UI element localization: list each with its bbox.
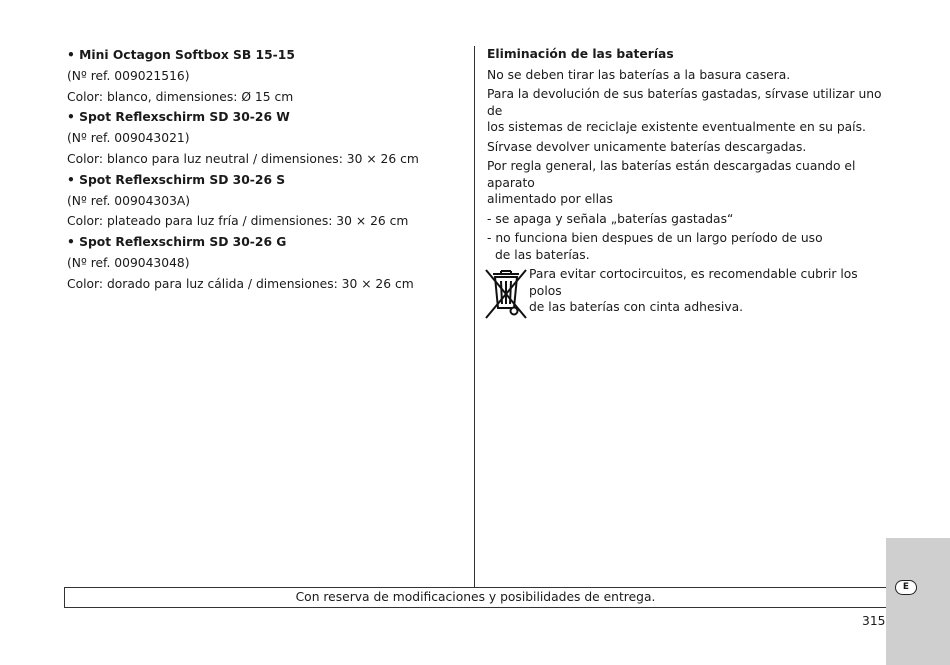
item-ref: (Nº ref. 009043048) xyxy=(67,255,190,270)
paragraph-return-line1: Para la devolución de sus baterías gastadas, sírvase utilizar uno de xyxy=(487,87,882,118)
bullet-item: - no funciona bien despues de un largo período de uso xyxy=(487,231,823,245)
language-tab xyxy=(886,538,950,665)
warning-line1: Para evitar cortocircuitos, es recomendable cubrir los polos xyxy=(529,267,858,298)
item-desc: Color: plateado para luz fría / dimensiones: 30 × 26 cm xyxy=(67,214,409,229)
accessory-list xyxy=(67,45,462,295)
item-title: • Spot Reflexschirm SD 30-26 S xyxy=(67,172,286,187)
item-desc: Color: dorado para luz cálida / dimensiones: 30 × 26 cm xyxy=(67,276,414,291)
warning-line2: de las baterías con cinta adhesiva. xyxy=(529,300,744,314)
item-desc: Color: blanco, dimensiones: Ø 15 cm xyxy=(67,89,294,104)
bullet-item-continued: de las baterías. xyxy=(495,247,590,262)
item-desc: Color: blanco para luz neutral / dimensiones: 30 × 26 cm xyxy=(67,151,419,166)
crossed-out-wheelie-bin-icon xyxy=(483,266,529,322)
page-number: 315 xyxy=(862,614,886,628)
item-ref: (Nº ref. 00904303A) xyxy=(67,193,191,208)
item-title: • Spot Reflexschirm SD 30-26 G xyxy=(67,235,287,250)
paragraph-rule-line1: Por regla general, las baterías están descargadas cuando el aparato xyxy=(487,159,856,190)
item-title: • Spot Reflexschirm SD 30-26 W xyxy=(67,110,290,125)
paragraph-no-household-waste: No se deben tirar las baterías a la basura casera. xyxy=(487,67,791,82)
item-ref: (Nº ref. 009021516) xyxy=(67,68,190,83)
item-ref: (Nº ref. 009043021) xyxy=(67,131,190,146)
short-circuit-warning xyxy=(487,266,887,324)
bullet-item: - se apaga y señala „baterías gastadas“ xyxy=(487,211,734,226)
section-heading: Eliminación de las baterías xyxy=(487,47,674,61)
battery-disposal-section xyxy=(487,46,887,324)
language-badge: E xyxy=(895,580,917,595)
paragraph-discharged: Sírvase devolver unicamente baterías descargadas. xyxy=(487,139,807,154)
footer-note: Con reserva de modificaciones y posibilidades de entrega. xyxy=(64,587,887,608)
item-title: • Mini Octagon Softbox SB 15-15 xyxy=(67,48,295,62)
column-divider xyxy=(474,46,475,587)
paragraph-rule-line2: alimentado por ellas xyxy=(487,192,613,206)
paragraph-return-line2: los sistemas de reciclaje existente eventualmente en su país. xyxy=(487,120,866,134)
